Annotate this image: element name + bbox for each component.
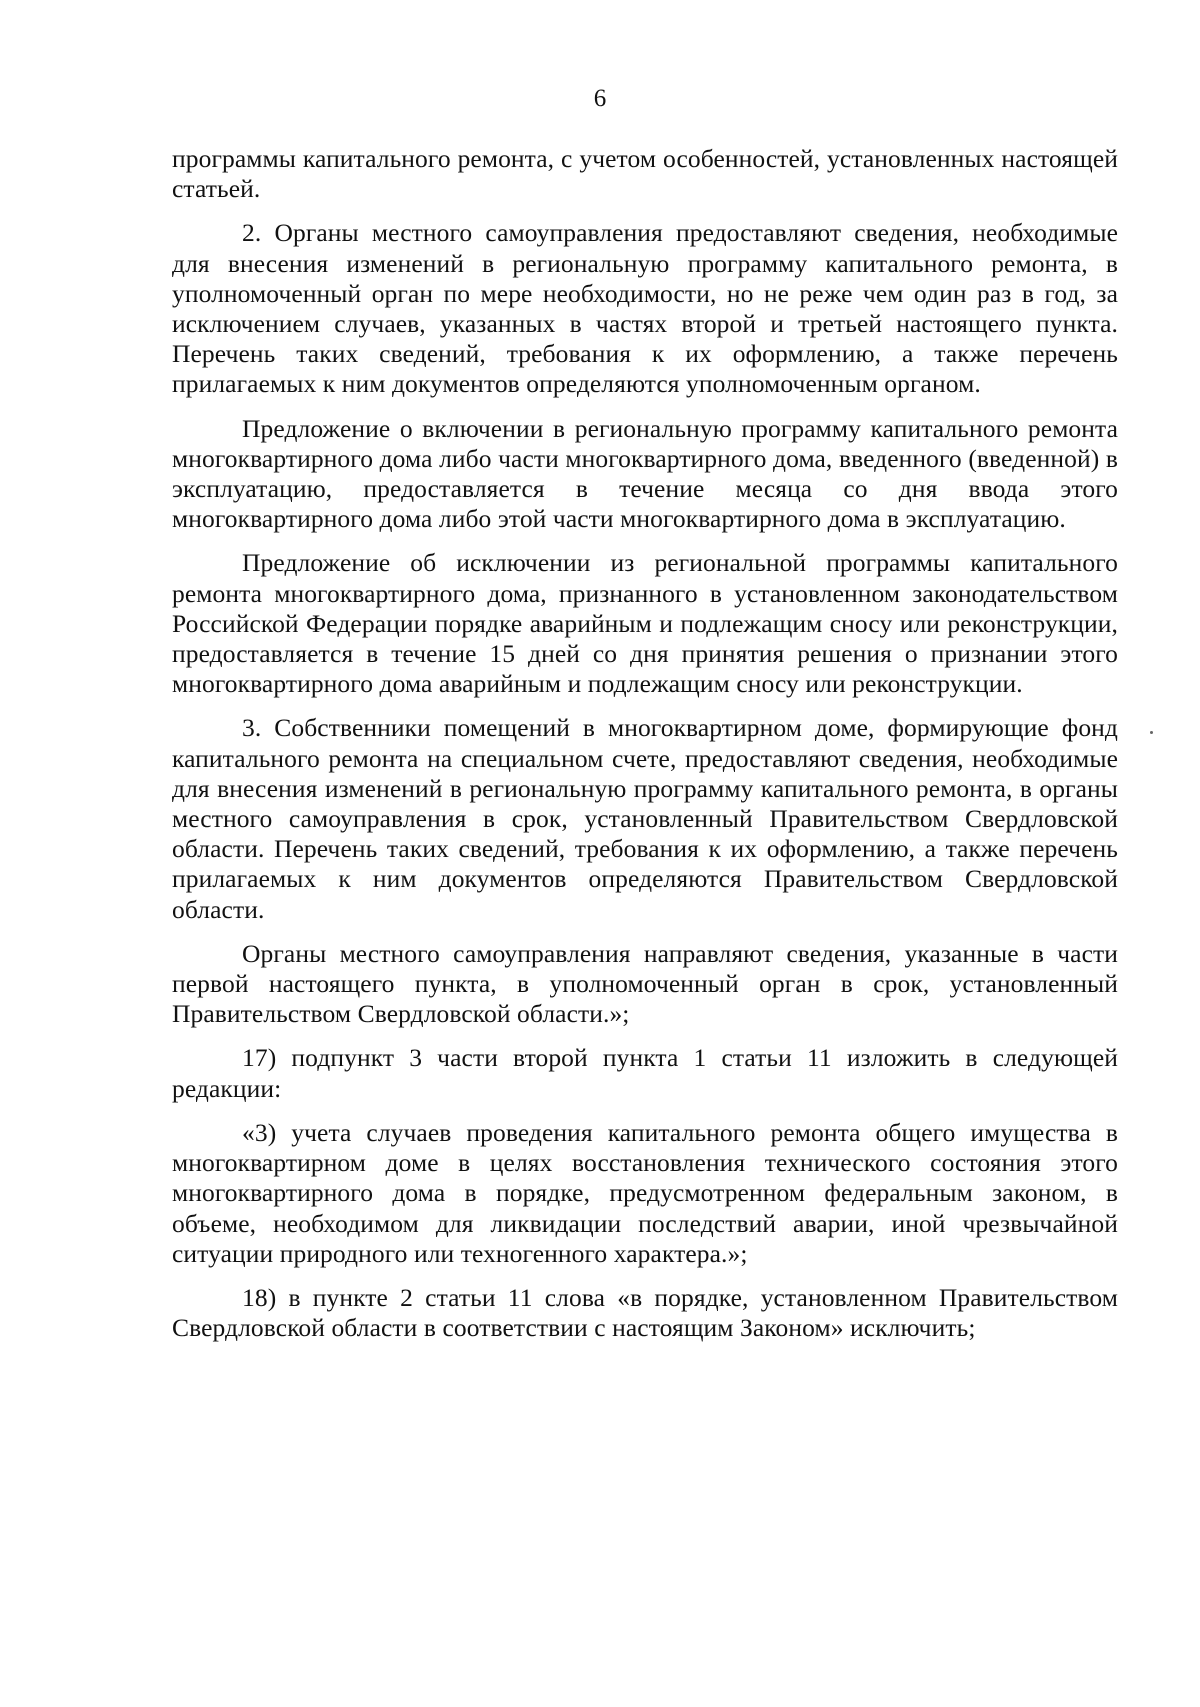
paragraph-continuation: программы капитального ремонта, с учетом особенностей, установленных настоящей статьей. [172, 144, 1118, 204]
paragraph-amendment-17: 17) подпункт 3 части второй пункта 1 статьи 11 изложить в следующей редакции: [172, 1043, 1118, 1103]
paragraph-item-3: 3. Собственники помещений в многоквартирном доме, формирующие фонд капитального ремонта на специальном счете, предоставляют сведения, необходимые для внесения изменений в региональную программу капитального ремонта, в органы местного самоуправления в срок, установленный Правительством Свердловской области. Перечень таких сведений, требования к их оформлению, а также перечень прилагаемых к ним документов определяются Правительством Свердловской области. [172, 713, 1118, 924]
paragraph-subitem-3-text: «3) учета случаев проведения капитального ремонта общего имущества в многоквартирном доме в целях восстановления технического состояния этого многоквартирного дома в порядке, предусмотренном федеральным законом, в объеме, необходимом для ликвидации последствий аварии, иной чрезвычайной ситуации природного или техногенного характера.»; [172, 1117, 1118, 1268]
scan-speck [1150, 731, 1153, 734]
paragraph-exclusion-proposal: Предложение об исключении из региональной программы капитального ремонта многоквартирного дома, признанного в установленном законодательством Российской Федерации порядке аварийным и подлежащим сносу или реконструкции, предоставляется в течение 15 дней со дня принятия решения о признании этого многоквартирного дома аварийным и подлежащим сносу или реконструкции. [172, 548, 1118, 699]
paragraph-item-2: 2. Органы местного самоуправления предоставляют сведения, необходимые для внесения изменений в региональную программу капитального ремонта, в уполномоченный орган по мере необходимости, но не реже чем один раз в год, за исключением случаев, указанных в частях второй и третьей настоящего пункта. Перечень таких сведений, требования к их оформлению, а также перечень прилагаемых к ним документов определяются уполномоченным органом. [172, 218, 1118, 399]
document-body [172, 144, 1118, 1343]
paragraph-inclusion-proposal: Предложение о включении в региональную программу капитального ремонта многоквартирного дома либо части многоквартирного дома, введенного (введенной) в эксплуатацию, предоставляется в течение месяца со дня ввода этого многоквартирного дома либо этой части многоквартирного дома в эксплуатацию. [172, 413, 1118, 534]
paragraph-amendment-18: 18) в пункте 2 статьи 11 слова «в порядке, установленном Правительством Свердловской области в соответствии с настоящим Законом» исключить; [172, 1282, 1118, 1343]
page-number: 6 [593, 85, 607, 112]
paragraph-local-authorities: Органы местного самоуправления направляют сведения, указанные в части первой настоящего пункта, в уполномоченный орган в срок, установленный Правительством Свердловской области.»; [172, 938, 1118, 1029]
